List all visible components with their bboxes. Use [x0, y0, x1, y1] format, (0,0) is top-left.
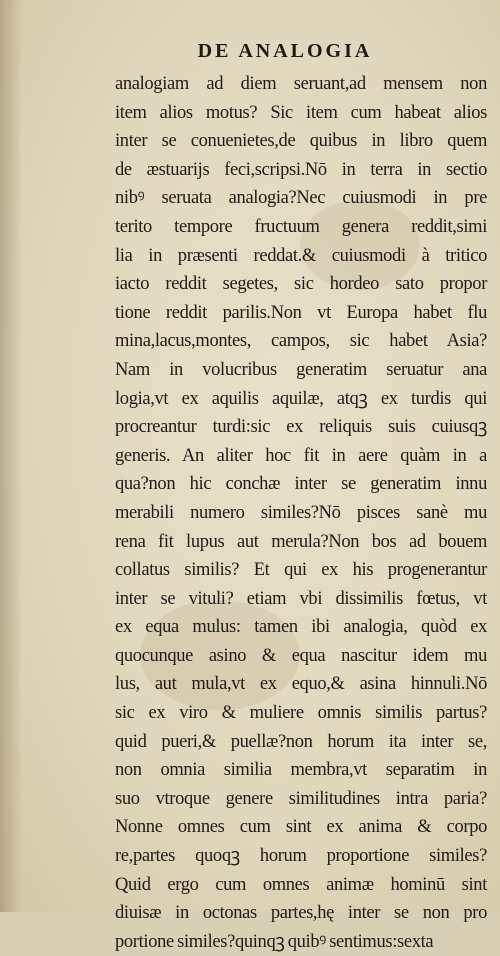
text-line: qua?non hic conchæ inter se generatim innu — [115, 474, 487, 495]
text-line: rena fit lupus aut merula?Non bos ad bouem — [115, 531, 487, 552]
text-line: merabili numero similes?Nō pisces sanè mu — [115, 502, 487, 523]
text-line: quid pueri,& puellæ?non horum ita inter se, — [115, 731, 487, 752]
text-line: Nam in volucribus generatim seruatur ana — [115, 359, 487, 380]
text-line: analogiam ad diem seruant,ad mensem non — [115, 74, 487, 94]
text-line: re,partes quoqꝫ horum proportione similes? — [115, 846, 487, 867]
text-line: lia in præsenti reddat.& cuiusmodi à tritico — [115, 245, 487, 266]
text-line: Nonne omnes cum sint ex anima & corpo — [115, 817, 487, 838]
text-line: ex equa mulus: tamen ibi analogia, quòd ex — [115, 617, 487, 638]
text-line: generis. An aliter hoc fit in aere quàm in a — [115, 445, 487, 466]
text-line: iacto reddit segetes, sic hordeo sato propor — [115, 274, 487, 295]
text-line: nibꝰ seruata analogia?Nec cuiusmodi in pre — [115, 188, 487, 209]
text-line: portione similes?quinqꝫ quibꝰ sentimus:sexta — [115, 931, 434, 952]
text-line: diuisæ in octonas partes,hę inter se non pro — [115, 903, 487, 924]
text-line: sic ex viro & muliere omnis similis partus? — [115, 703, 487, 724]
text-line: procreantur turdi:sic ex reliquis suis cuiusqꝫ — [115, 417, 487, 438]
gutter-shadow — [0, 0, 22, 912]
text-line: terito tempore fructuum genera reddit,simi — [115, 216, 487, 237]
text-block — [115, 70, 487, 956]
text-line: non omnia similia membra,vt separatim in — [115, 760, 487, 781]
running-head: DE ANALOGIA — [197, 40, 373, 62]
text-line: Quid ergo cum omnes animæ hominū sint — [115, 874, 487, 895]
text-line: inter se vituli? etiam vbi dissimilis fœtus, vt — [115, 588, 487, 609]
text-line: mina,lacus,montes, campos, sic habet Asia? — [115, 331, 487, 352]
text-line: item alios motus? Sic item cum habeat alios — [115, 102, 487, 123]
text-line: collatus similis? Et qui ex his progenerantur — [115, 560, 487, 581]
text-line: tione reddit parilis.Non vt Europa habet flu — [115, 302, 487, 323]
text-line: suo vtroque genere similitudines intra paria? — [115, 788, 487, 809]
text-line: lus, aut mula,vt ex equo,& asina hinnuli.Nō — [115, 674, 487, 695]
text-line: logia,vt ex aquilis aquilæ, atqꝫ ex turdis qui — [115, 388, 487, 409]
text-line: quocunque asino & equa nascitur idem mu — [115, 645, 487, 666]
text-line: de æstuarijs feci,scripsi.Nō in terra in sectio — [115, 159, 487, 180]
text-line: inter se conuenietes,de quibus in libro quem — [115, 131, 487, 152]
